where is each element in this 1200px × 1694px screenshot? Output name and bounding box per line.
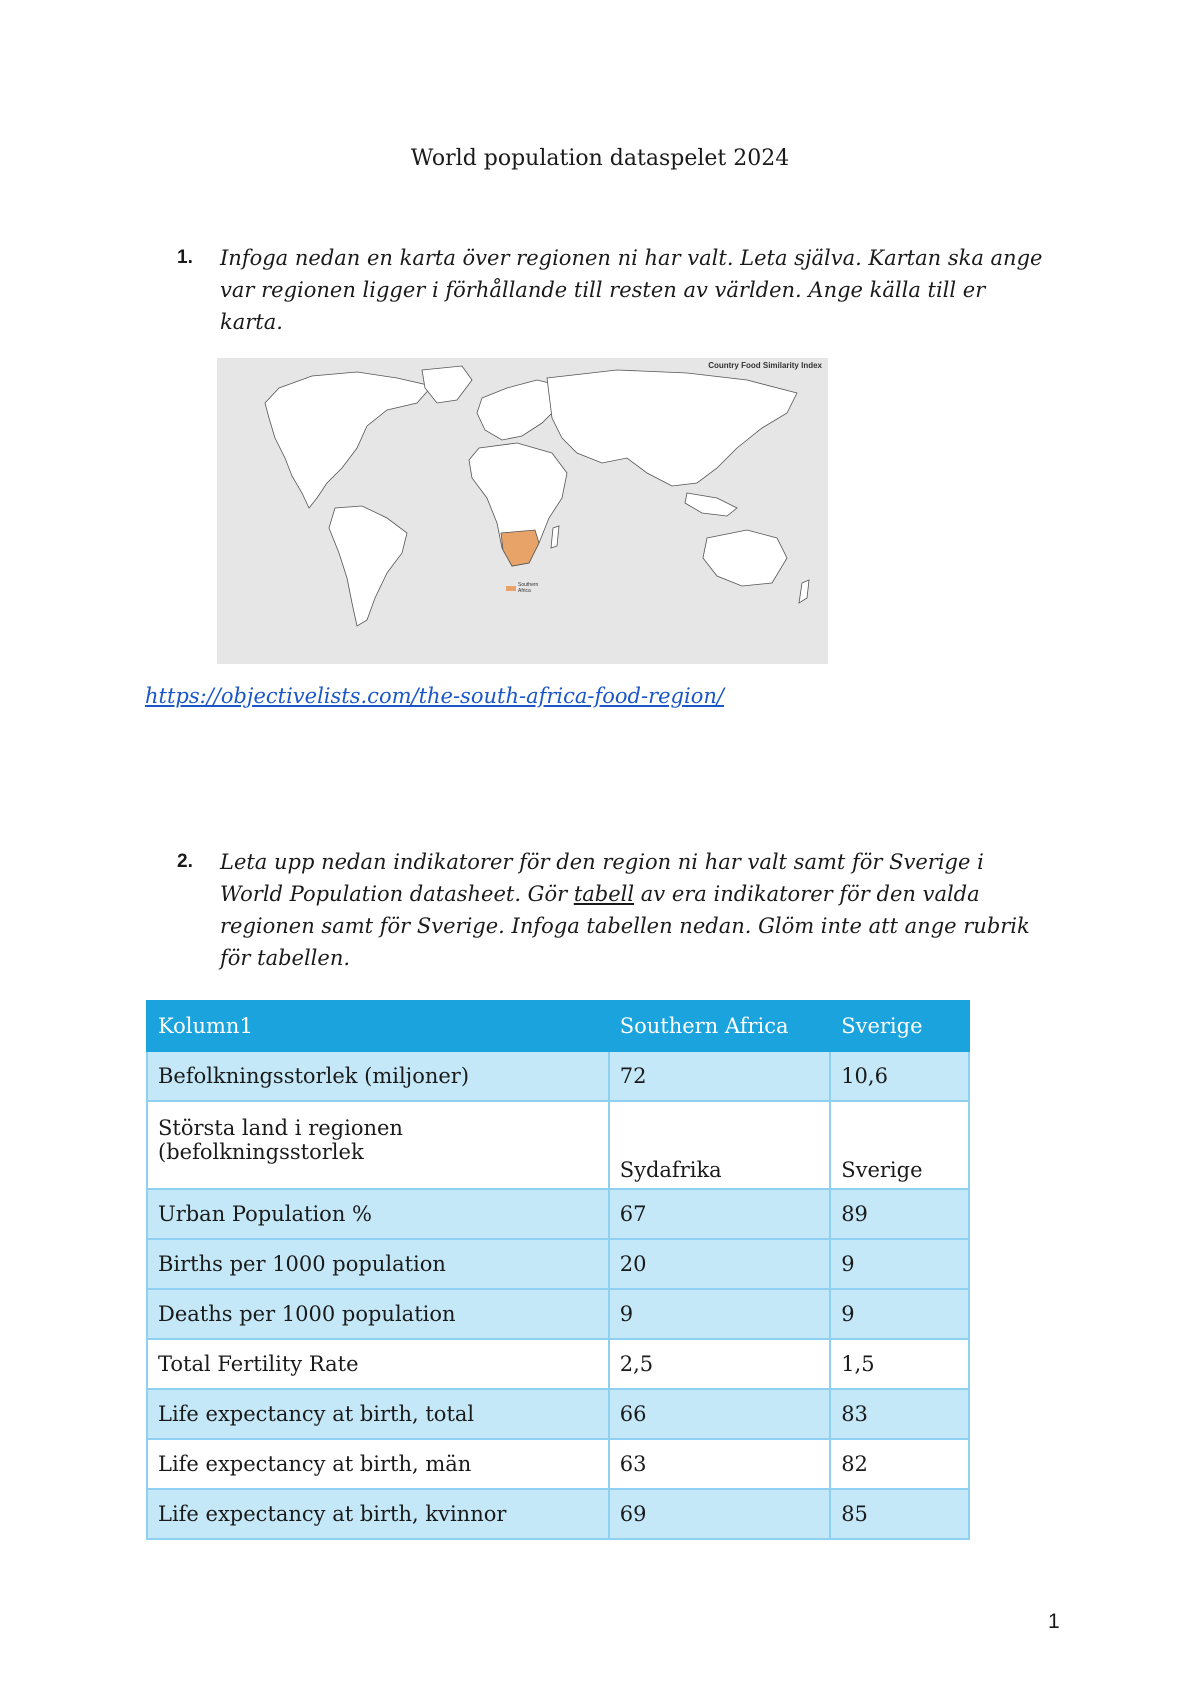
table-cell: 83 [830, 1389, 969, 1439]
table-cell: Life expectancy at birth, män [147, 1439, 609, 1489]
question-2 [177, 846, 1050, 974]
map-legend-line1: Southern [518, 582, 539, 588]
question-2-text-before: Leta upp nedan indikatorer för den region ni har valt samt för Sverige i World Population datasheet. Gör [220, 850, 984, 906]
world-map-image [217, 358, 828, 664]
table-header-cell: Southern Africa [609, 1001, 830, 1051]
table-cell: Sydafrika [609, 1101, 830, 1189]
table-cell: Life expectancy at birth, total [147, 1389, 609, 1439]
table-cell: 72 [609, 1051, 830, 1101]
question-1-number: 1. [177, 247, 193, 268]
table-cell: Births per 1000 population [147, 1239, 609, 1289]
table-cell: 9 [609, 1289, 830, 1339]
table-cell: Total Fertility Rate [147, 1339, 609, 1389]
table-cell: 66 [609, 1389, 830, 1439]
table-cell: Urban Population % [147, 1189, 609, 1239]
question-2-text-after: av era indikatorer för den valda regionen samt för Sverige. Infoga tabellen nedan. Glöm inte att ange rubrik för tabellen. [220, 882, 1030, 970]
table-row [147, 1389, 969, 1439]
table-cell: 63 [609, 1439, 830, 1489]
table-cell: 82 [830, 1439, 969, 1489]
map-source-link[interactable]: https://objectivelists.com/the-south-africa-food-region/ [145, 684, 724, 708]
table-cell: 89 [830, 1189, 969, 1239]
page-number: 1 [1048, 1610, 1060, 1633]
table-row [147, 1439, 969, 1489]
table-cell: 9 [830, 1239, 969, 1289]
table-cell: Life expectancy at birth, kvinnor [147, 1489, 609, 1539]
map-caption: Country Food Similarity Index [708, 361, 822, 370]
table-header-row [147, 1001, 969, 1051]
table-cell: 20 [609, 1239, 830, 1289]
table-cell: 2,5 [609, 1339, 830, 1389]
question-1-text: Infoga nedan en karta över regionen ni har valt. Leta själva. Kartan ska ange var regionen ligger i förhållande till resten av världen. Ange källa till er karta. [220, 246, 1043, 334]
table-cell: Deaths per 1000 population [147, 1289, 609, 1339]
table-cell: Sverige [830, 1101, 969, 1189]
map-legend [506, 582, 538, 594]
map-legend-swatch [506, 586, 516, 591]
table-row [147, 1339, 969, 1389]
table-cell: 1,5 [830, 1339, 969, 1389]
question-2-text [180, 846, 1050, 974]
question-1 [177, 242, 1050, 338]
table-cell: 9 [830, 1289, 969, 1339]
question-2-number: 2. [177, 851, 193, 872]
indicator-table [146, 1000, 970, 1540]
table-row [147, 1489, 969, 1539]
table-header-cell: Sverige [830, 1001, 969, 1051]
table-header-cell: Kolumn1 [147, 1001, 609, 1051]
table-cell: Största land i regionen (befolkningsstorlek [147, 1101, 609, 1189]
map-legend-line2: Africa [518, 588, 531, 594]
question-2-underlined-word: tabell [573, 882, 635, 906]
table-row [147, 1289, 969, 1339]
table-row [147, 1051, 969, 1101]
table-cell: 10,6 [830, 1051, 969, 1101]
table-row [147, 1101, 969, 1189]
world-map-graphic [217, 358, 828, 664]
table-row [147, 1189, 969, 1239]
document-title: World population dataspelet 2024 [410, 146, 790, 171]
table-cell: 69 [609, 1489, 830, 1539]
table-row [147, 1239, 969, 1289]
table-cell: 67 [609, 1189, 830, 1239]
table-cell: 85 [830, 1489, 969, 1539]
map-legend-label [518, 582, 538, 594]
table-cell: Befolkningsstorlek (miljoner) [147, 1051, 609, 1101]
